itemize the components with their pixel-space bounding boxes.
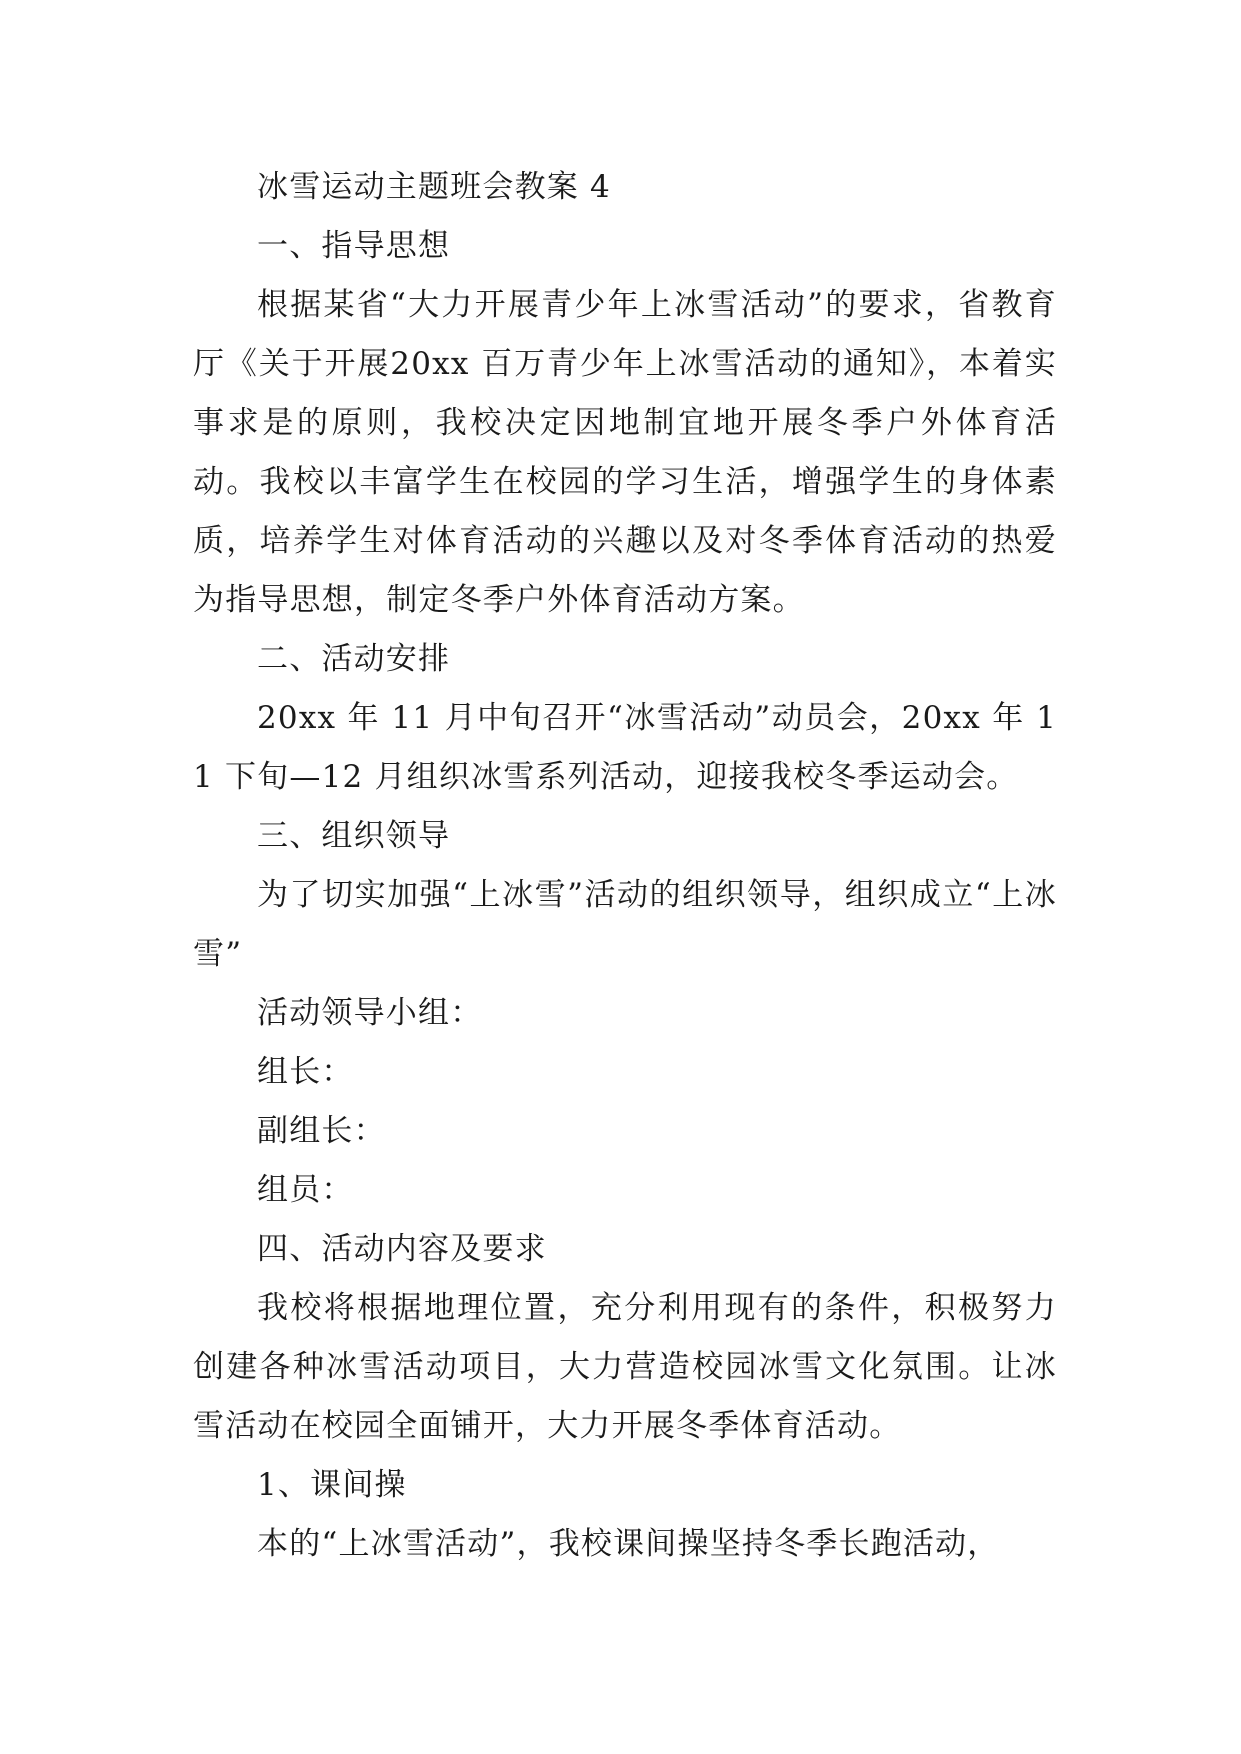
- section-heading-guiding-ideology: 一、指导思想: [257, 228, 451, 264]
- document-body: [193, 158, 1057, 1574]
- line-deputy-group-leader: 副组长：: [257, 1113, 386, 1149]
- paragraph-organization-leadership: 为了切实加强“上冰雪”活动的组织领导，组织成立“上冰雪”: [193, 877, 1057, 972]
- line-group-leader: 组长：: [257, 1054, 354, 1090]
- line-group-members: 组员：: [257, 1172, 354, 1208]
- section-heading-activity-content: 四、活动内容及要求: [257, 1231, 547, 1267]
- section-heading-organization-leadership: 三、组织领导: [257, 818, 451, 854]
- section-heading-activity-arrangement: 二、活动安排: [257, 641, 451, 677]
- paragraph-break-exercise: 本的“上冰雪活动”，我校课间操坚持冬季长跑活动，: [257, 1526, 1000, 1562]
- paragraph-activity-content: 我校将根据地理位置，充分利用现有的条件，积极努力创建各种冰雪活动项目，大力营造校园冰雪文化氛围。让冰雪活动在校园全面铺开，大力开展冬季体育活动。: [193, 1290, 1057, 1444]
- document-title: 冰雪运动主题班会教案 4: [257, 169, 611, 205]
- subsection-heading-break-exercise: 1、课间操: [257, 1467, 407, 1503]
- line-leadership-group: 活动领导小组：: [257, 995, 483, 1031]
- paragraph-guiding-ideology: 根据某省“大力开展青少年上冰雪活动”的要求，省教育厅《关于开展20xx 百万青少年上冰雪活动的通知》，本着实事求是的原则，我校决定因地制宜地开展冬季户外体育活动。我校以丰富学生在校园的学习生活，增强学生的身体素质，培养学生对体育活动的兴趣以及对冬季体育活动的热爱为指导思想，制定冬季户外体育活动方案。: [193, 287, 1057, 618]
- paragraph-activity-arrangement: 20xx 年 11 月中旬召开“冰雪活动”动员会，20xx 年 11 下旬—12 月组织冰雪系列活动，迎接我校冬季运动会。: [193, 700, 1057, 795]
